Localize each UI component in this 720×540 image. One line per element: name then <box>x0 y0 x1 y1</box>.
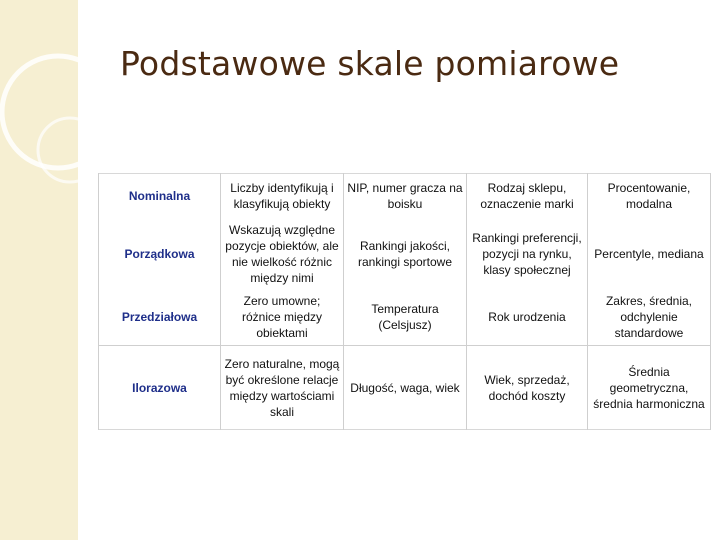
scale-name-cell: Nominalna <box>99 174 221 218</box>
table-row <box>99 174 711 218</box>
measurement-scales-table <box>98 173 711 430</box>
table-cell: Rok urodzenia <box>467 290 588 346</box>
table-cell: Rankingi preferencji, pozycji na rynku, klasy społecznej <box>467 218 588 290</box>
table-cell: Wskazują względne pozycje obiektów, ale nie wielkość różnic między nimi <box>221 218 344 290</box>
decorative-side-band <box>0 0 78 540</box>
decorative-ring-large <box>2 56 78 168</box>
table-row <box>99 218 711 290</box>
table-cell: Zakres, średnia, odchylenie standardowe <box>588 290 711 346</box>
decorative-ring-small <box>38 118 78 182</box>
table-row <box>99 346 711 430</box>
table-cell: Długość, waga, wiek <box>344 346 467 430</box>
table-cell: Rodzaj sklepu, oznaczenie marki <box>467 174 588 218</box>
table-cell: Percentyle, mediana <box>588 218 711 290</box>
table-cell: Wiek, sprzedaż, dochód koszty <box>467 346 588 430</box>
table-cell: Średnia geometryczna, średnia harmoniczna <box>588 346 711 430</box>
table-cell: NIP, numer gracza na boisku <box>344 174 467 218</box>
decorative-rings <box>0 0 78 540</box>
table-row <box>99 290 711 346</box>
table-cell: Procentowanie, modalna <box>588 174 711 218</box>
table-cell: Zero naturalne, mogą być określone relacje między wartościami skali <box>221 346 344 430</box>
scale-name-cell: Porządkowa <box>99 218 221 290</box>
table-cell: Zero umowne; różnice między obiektami <box>221 290 344 346</box>
scale-name-cell: Ilorazowa <box>99 346 221 430</box>
table-cell: Rankingi jakości, rankingi sportowe <box>344 218 467 290</box>
table-cell: Liczby identyfikują i klasyfikują obiekty <box>221 174 344 218</box>
slide-title: Podstawowe skale pomiarowe <box>120 44 620 83</box>
table-cell: Temperatura (Celsjusz) <box>344 290 467 346</box>
scale-name-cell: Przedziałowa <box>99 290 221 346</box>
